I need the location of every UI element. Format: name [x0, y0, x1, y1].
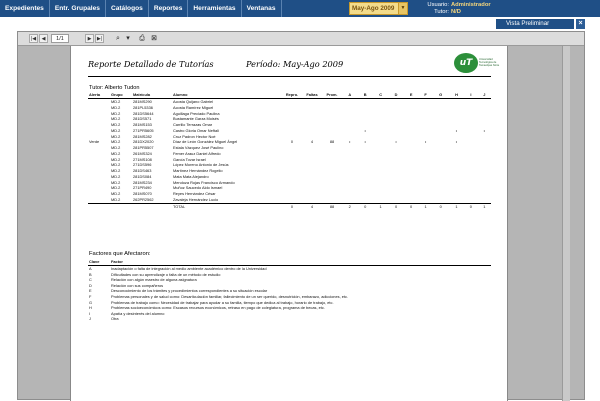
print-icon[interactable]: ⎙ [139, 35, 145, 42]
factors-title: Factores que Afectaron: [89, 251, 151, 257]
window-title: Vista Preliminar [496, 19, 574, 29]
menu-herramientas[interactable]: Herramientas [188, 0, 241, 17]
table-cell: Bustamante Garza Moisés [173, 116, 219, 122]
factor-description: Problemas personales y de salud como: Desarticulación familiar, fallecimiento de un ser querido, desnutrición, embarazo, adicciones, etc. [111, 293, 349, 299]
col-d: D [388, 92, 403, 99]
table-cell: 281MS290 [133, 99, 152, 104]
table-cell: 281MS282 [133, 133, 152, 139]
factor-description: Dificultades con su aprendizaje o falta de un método de estudio [111, 271, 221, 277]
col-i: I [464, 92, 477, 99]
first-page-button[interactable]: |◀ [30, 36, 37, 42]
page-field[interactable]: 1/1 [51, 34, 69, 43]
factor-description: Problemas de trabajo como: Necesidad de trabajar para ayudar a su familia, tiempo que dedica al trabajo, horario de trabajo, etc. [111, 299, 334, 305]
prev-page-button[interactable]: ◀ [39, 34, 48, 43]
table-cell: Acosta Ramírez Miguel [173, 104, 214, 110]
export-icon[interactable]: ⊠ [151, 35, 157, 42]
report-viewer [17, 31, 585, 400]
total-a: 2 [342, 203, 357, 209]
table-cell: Cruz Padron Hector Noé [173, 133, 216, 139]
factor-key: J [89, 316, 91, 322]
menu-bar [0, 0, 600, 17]
next-page-button[interactable]: ▶ [85, 34, 94, 43]
col-clave: Clave [88, 259, 110, 266]
factors-body [88, 266, 491, 322]
menu-reportes[interactable]: Reportes [149, 0, 189, 17]
table-cell: MD.2 [111, 116, 121, 122]
table-cell: Aguillaga Preciado Paulina [173, 110, 220, 116]
col-faltas: Faltas [302, 92, 322, 99]
table-cell: MD.2 [111, 145, 121, 150]
table-cell: 0 [290, 139, 294, 145]
factor-key: D [89, 282, 92, 288]
col-repro: Repro. [282, 92, 302, 99]
table-cell: MD.2 [111, 185, 121, 191]
table-cell: MD.2 [111, 156, 121, 162]
table-cell: Femer Arauz Daniel Alfredo [173, 150, 221, 156]
zoom-dropdown-icon[interactable]: ▾ [126, 35, 130, 42]
logo-caption: Universidad Tecnológica de Tamaulipas Norte [479, 58, 500, 67]
col-g: G [433, 92, 449, 99]
table-cell: • [395, 139, 397, 145]
col-e: E [404, 92, 419, 99]
factor-key: I [89, 310, 91, 316]
table-cell: MD.2 [111, 122, 121, 127]
table-cell: Martínez Hernández Rogelio [173, 168, 223, 173]
table-cell: MD.2 [111, 150, 121, 156]
total-repro: 0 [282, 203, 302, 209]
period-select[interactable] [349, 2, 408, 15]
report-title: Reporte Detallado de Tutorías [88, 59, 214, 69]
col-h: H [449, 92, 464, 99]
col-f: F [419, 92, 433, 99]
table-cell: Carrillo Terrazas Omar [173, 122, 213, 127]
table-cell: 271PR5605 [133, 127, 154, 133]
table-cell: MD.2 [111, 168, 121, 173]
menu-expedientes[interactable]: Expedientes [0, 0, 50, 17]
total-faltas: 4 [302, 203, 322, 209]
factor-key: E [89, 288, 92, 294]
table-cell: MD.2 [111, 133, 121, 139]
factor-key: G [89, 299, 93, 305]
table-cell: 271PR490 [133, 185, 152, 191]
total-g: 0 [433, 203, 449, 209]
table-cell: MD.2 [111, 99, 121, 104]
user-label: Usuario: [427, 2, 449, 8]
col-grupo: Grupo [110, 92, 132, 99]
table-cell: 281DS463 [133, 168, 152, 173]
tutor-label: Tutor: [434, 8, 449, 15]
table-cell: 262PR2562 [133, 196, 154, 202]
table-cell: MD.2 [111, 179, 121, 185]
col-alerta: Alerta [88, 92, 110, 99]
list-item [88, 316, 491, 322]
col-alumno: Alumno [172, 92, 282, 99]
menu-ventanas[interactable]: Ventanas [242, 0, 282, 17]
table-cell: 271DS596 [133, 162, 152, 168]
total-label: TOTAL [172, 203, 282, 209]
factor-description: Inadaptación o falta de integración al medio ambiente académico dentro de la Universidad [111, 266, 267, 271]
table-cell: • [349, 139, 351, 145]
factors-table [88, 259, 491, 322]
table-cell: 281DS084 [133, 173, 152, 179]
table-cell: Estala Vázquez José Paulino [173, 145, 224, 150]
col-factor: Factor [110, 259, 491, 266]
menu-entr-grupales[interactable]: Entr. Grupales [50, 0, 106, 17]
table-cell: • [364, 139, 366, 145]
tutor-name: Tutor: Alberto Tudon [89, 85, 140, 91]
table-cell: Castro Gloria Omar Neftali [173, 127, 219, 133]
total-e: 0 [404, 203, 419, 209]
table-cell: 281PR5507 [133, 145, 154, 150]
factor-key: C [89, 277, 92, 283]
total-f: 1 [419, 203, 433, 209]
factor-description: Apatía y desinterés del alumno [111, 310, 165, 316]
table-cell: Zavaleja Hernández Lucio [173, 196, 219, 202]
table-cell: MD.2 [111, 110, 121, 116]
total-prom: 88 [322, 203, 342, 209]
user-info [420, 2, 491, 15]
factor-description: Otra [111, 316, 119, 322]
table-cell: 281DS5644 [133, 110, 154, 116]
table-cell: • [483, 127, 485, 133]
factor-description: Relación con sus compañeros [111, 282, 164, 288]
close-button[interactable]: × [576, 19, 585, 29]
table-cell: Reyes Hernández César [173, 191, 216, 196]
col-matricula: Matrícula [132, 92, 172, 99]
period-select-value: May-Ago 2009 [352, 5, 395, 12]
table-cell: López Moreno Antonio de Jesús [173, 162, 229, 168]
table-cell: • [364, 127, 366, 133]
table-cell: 4 [310, 139, 314, 145]
table-cell: Verde [89, 139, 100, 145]
table-cell: 88 [329, 139, 335, 145]
table-cell: 281DS571 [133, 116, 152, 122]
table-cell: 281MS153 [133, 122, 152, 127]
vertical-scrollbar[interactable] [562, 46, 570, 401]
table-cell: MD.2 [111, 173, 121, 179]
table-cell: MD.2 [111, 139, 121, 145]
table-cell: • [424, 139, 427, 145]
students-body [88, 99, 491, 204]
table-cell: • [455, 139, 458, 145]
factor-key: B [89, 271, 92, 277]
factor-description: Desconocimiento de los trámites y procedimientos correspondientes a su situación escolar [111, 288, 268, 294]
total-i: 0 [464, 203, 477, 209]
total-spacer [110, 203, 132, 209]
col-prom: Prom. [322, 92, 342, 99]
title-rule [88, 76, 491, 77]
col-b: B [357, 92, 372, 99]
table-cell: Mendoza Rojas Francisco Armando [173, 179, 235, 185]
factor-key: A [89, 266, 92, 271]
report-period: Período: May-Ago 2009 [246, 59, 344, 69]
total-h: 1 [449, 203, 464, 209]
university-logo: uT [454, 53, 478, 73]
factor-description: Relación con algún maestro de alguna asignatura [111, 277, 197, 283]
total-spacer [88, 203, 110, 209]
table-cell: 281PL5336 [133, 104, 153, 110]
total-spacer [132, 203, 172, 209]
viewer-toolbar [18, 32, 584, 46]
table-cell: • [455, 127, 458, 133]
table-cell: MD.2 [111, 127, 121, 133]
total-j: 1 [478, 203, 491, 209]
total-b: 0 [357, 203, 372, 209]
user-value: Administrador [451, 2, 491, 8]
table-cell: Muñoz Saucedo Aldo Ismael [173, 185, 223, 191]
chevron-down-icon[interactable]: ▼ [398, 3, 407, 14]
total-c: 1 [373, 203, 388, 209]
table-cell: 281MS070 [133, 191, 152, 196]
table-cell: MD.2 [111, 191, 121, 196]
table-cell: MD.2 [111, 162, 121, 168]
total-d: 0 [388, 203, 403, 209]
table-cell: 281MS234 [133, 179, 152, 185]
col-a: A [342, 92, 357, 99]
table-cell: 281DX2020 [133, 139, 154, 145]
table-cell: Mata Mata Alejandro [173, 173, 209, 179]
factor-key: H [89, 305, 92, 311]
factor-key: F [89, 293, 92, 299]
factor-description: Problemas socioeconómicos como: Escasos recursos económicos, retraso en pago de colegiatura, programa de becas, etc. [111, 305, 325, 311]
table-cell: Díaz de León González Miguel Ángel [173, 139, 238, 145]
students-table [88, 92, 491, 209]
report-page [70, 46, 508, 401]
table-cell: García Tovar Israel [173, 156, 206, 162]
search-icon[interactable]: ⌕ [116, 35, 120, 42]
last-page-button[interactable]: ▶| [96, 36, 103, 42]
tutor-value: N/D [451, 8, 461, 15]
table-cell: MD.2 [111, 196, 121, 202]
table-cell: MD.2 [111, 104, 121, 110]
menu-catalogos[interactable]: Catálogos [106, 0, 149, 17]
table-cell: Acosta Quijano Gabriel [173, 99, 214, 104]
table-cell: 271MS108 [133, 156, 152, 162]
total-row [88, 203, 491, 209]
col-j: J [478, 92, 491, 99]
table-cell: 261MS324 [133, 150, 152, 156]
col-c: C [373, 92, 388, 99]
